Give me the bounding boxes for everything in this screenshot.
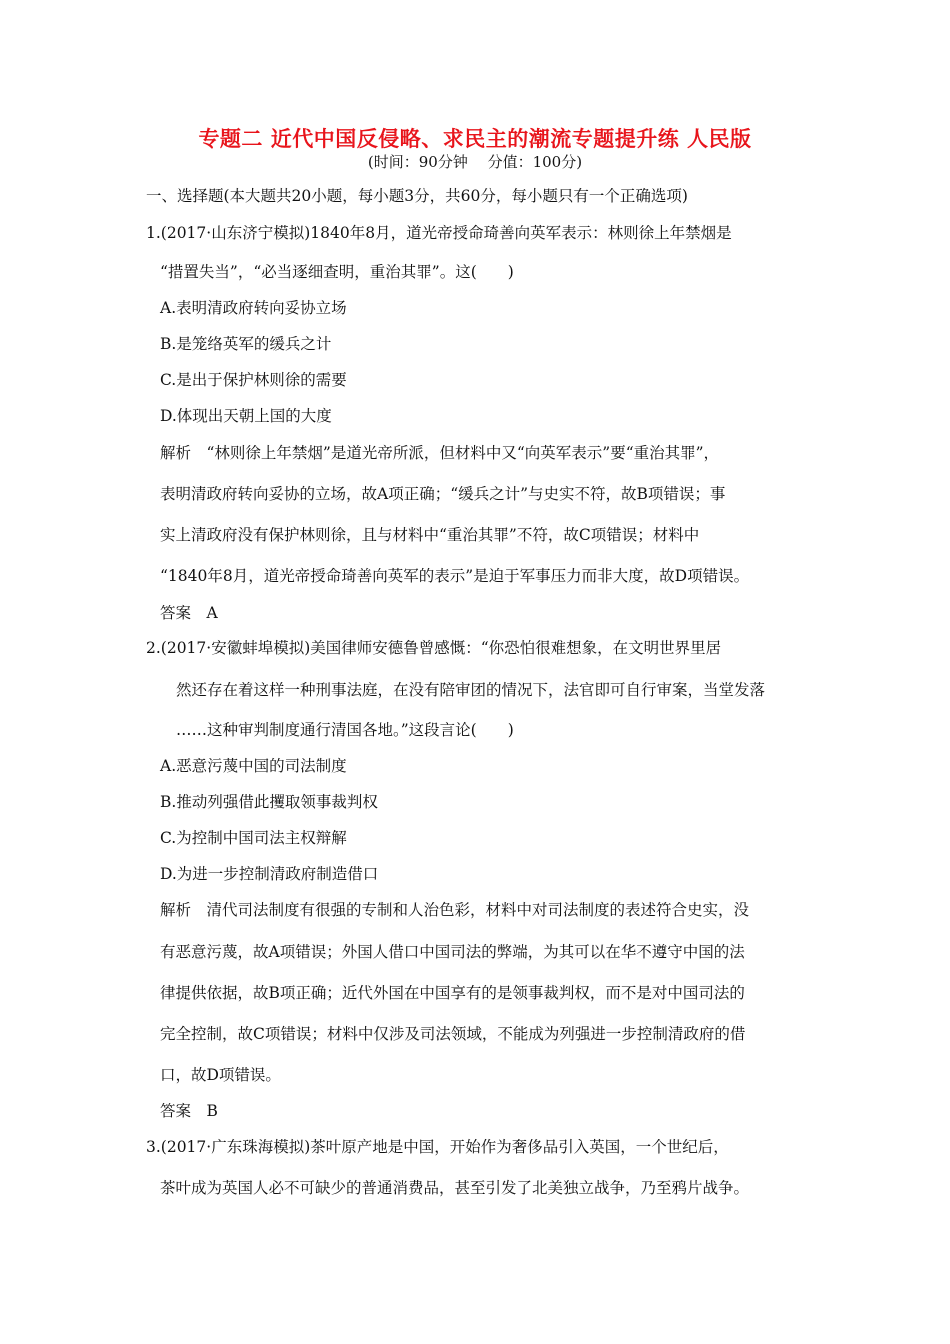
question-1-analysis-line-3: 实上清政府没有保护林则徐，且与材料中“重治其罪”不符，故C项错误；材料中: [160, 526, 700, 544]
question-1-stem-line-2: “措置失当”，“必当逐细查明，重治其罪”。这( ): [160, 263, 514, 281]
question-2-option-c: C.为控制中国司法主权辩解: [160, 829, 347, 847]
question-2-answer: 答案 B: [160, 1102, 218, 1120]
question-2-analysis-line-1: 解析 清代司法制度有很强的专制和人治色彩，材料中对司法制度的表述符合史实，没: [160, 901, 750, 919]
question-3-stem-line-1: 3.(2017·广东珠海模拟)茶叶原产地是中国，开始作为奢侈品引入英国，一个世纪后，: [146, 1138, 729, 1156]
document-title: 专题二 近代中国反侵略、求民主的潮流专题提升练 人民版: [198, 127, 752, 151]
question-2-option-a: A.恶意污蔑中国的司法制度: [160, 757, 347, 775]
question-1-answer: 答案 A: [160, 604, 218, 622]
section-heading: 一、选择题(本大题共20小题，每小题3分，共60分，每小题只有一个正确选项): [146, 187, 688, 205]
question-2-stem-line-3: ……这种审判制度通行清国各地。”这段言论( ): [176, 721, 514, 739]
question-1-stem-line-1: 1.(2017·山东济宁模拟)1840年8月，道光帝授命琦善向英军表示：林则徐上年禁烟是: [146, 224, 732, 242]
question-1-analysis-line-1: 解析 “林则徐上年禁烟”是道光帝所派，但材料中又“向英军表示”要“重治其罪”，: [160, 444, 720, 462]
question-2-option-b: B.推动列强借此攫取领事裁判权: [160, 793, 378, 811]
question-1-option-d: D.体现出天朝上国的大度: [160, 407, 332, 425]
question-2-stem-line-1: 2.(2017·安徽蚌埠模拟)美国律师安德鲁曾感慨：“你恐怕很难想象，在文明世界里居: [146, 639, 722, 657]
question-2-analysis-line-5: 口，故D项错误。: [160, 1066, 281, 1084]
question-1-analysis-line-4: “1840年8月，道光帝授命琦善向英军的表示”是迫于军事压力而非大度，故D项错误。: [160, 567, 750, 585]
question-2-analysis-line-3: 律提供依据，故B项正确；近代外国在中国享有的是领事裁判权，而不是对中国司法的: [160, 984, 745, 1002]
question-2-stem-line-2: 然还存在着这样一种刑事法庭，在没有陪审团的情况下，法官即可自行审案，当堂发落: [176, 681, 766, 699]
question-1-option-b: B.是笼络英军的缓兵之计: [160, 335, 332, 353]
document-subtitle: (时间：90分钟 分值：100分): [367, 153, 583, 171]
question-3-stem-line-2: 茶叶成为英国人必不可缺少的普通消费品，甚至引发了北美独立战争，乃至鸦片战争。: [160, 1179, 750, 1197]
question-1-option-a: A.表明清政府转向妥协立场: [160, 299, 347, 317]
question-1-analysis-line-2: 表明清政府转向妥协的立场，故A项正确；“缓兵之计”与史实不符，故B项错误；事: [160, 485, 726, 503]
question-2-analysis-line-2: 有恶意污蔑，故A项错误；外国人借口中国司法的弊端，为其可以在华不遵守中国的法: [160, 943, 745, 961]
question-1-option-c: C.是出于保护林则徐的需要: [160, 371, 347, 389]
question-2-option-d: D.为进一步控制清政府制造借口: [160, 865, 379, 883]
question-2-analysis-line-4: 完全控制，故C项错误；材料中仅涉及司法领域，不能成为列强进一步控制清政府的借: [160, 1025, 746, 1043]
